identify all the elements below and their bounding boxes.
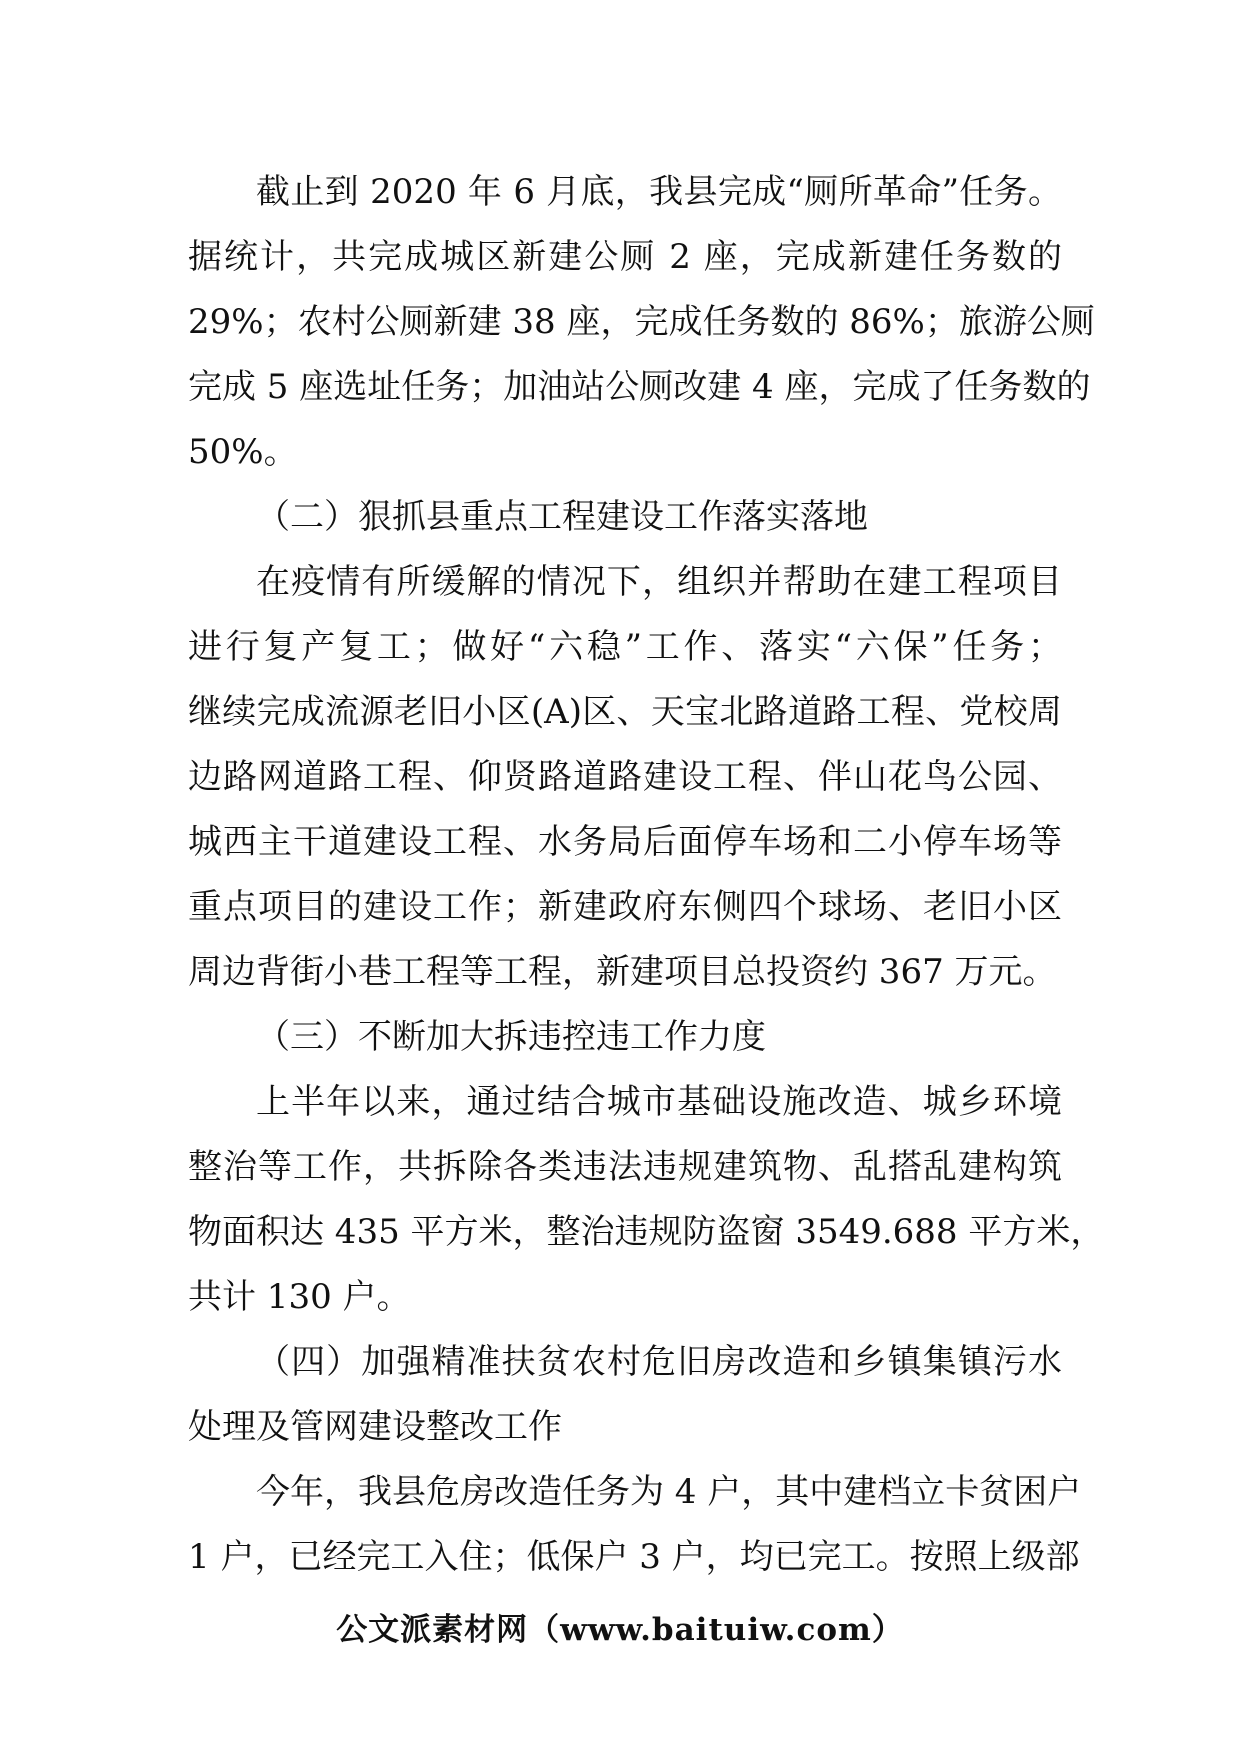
paragraph-line: 完成 5 座选址任务；加油站公厕改建 4 座，完成了任务数的 bbox=[188, 367, 1091, 407]
paragraph-line: 周边背街小巷工程等工程，新建项目总投资约 367 万元。 bbox=[188, 952, 1057, 992]
paragraph-line: 整治等工作，共拆除各类违法违规建筑物、乱搭乱建构筑 bbox=[188, 1147, 1062, 1187]
paragraph-line: 50%。 bbox=[188, 432, 298, 472]
section-heading: （四）加强精准扶贫农村危旧房改造和乡镇集镇污水 bbox=[256, 1342, 1062, 1382]
section-heading: （三）不断加大拆违控违工作力度 bbox=[256, 1017, 766, 1057]
paragraph-line: 边路网道路工程、仰贤路道路建设工程、伴山花鸟公园、 bbox=[188, 757, 1062, 797]
paragraph-line: 截止到 2020 年 6 月底，我县完成“厕所革命”任务。 bbox=[256, 172, 1062, 212]
paragraph-line: 继续完成流源老旧小区(A)区、天宝北路道路工程、党校周 bbox=[188, 692, 1062, 732]
paragraph-line: 据统计，共完成城区新建公厕 2 座，完成新建任务数的 bbox=[188, 237, 1062, 277]
paragraph-line: 共计 130 户。 bbox=[188, 1277, 411, 1317]
section-heading: （二）狠抓县重点工程建设工作落实落地 bbox=[256, 497, 868, 537]
paragraph-line: 物面积达 435 平方米，整治违规防盗窗 3549.688 平方米， bbox=[188, 1212, 1105, 1252]
paragraph-line: 29%；农村公厕新建 38 座，完成任务数的 86%；旅游公厕 bbox=[188, 302, 1095, 342]
paragraph-line: 1 户，已经完工入住；低保户 3 户，均已完工。按照上级部 bbox=[188, 1537, 1080, 1577]
section-heading: 处理及管网建设整改工作 bbox=[188, 1407, 562, 1447]
paragraph-line: 上半年以来，通过结合城市基础设施改造、城乡环境 bbox=[256, 1082, 1062, 1122]
document-body bbox=[188, 160, 1105, 1590]
paragraph-line: 进行复产复工；做好“六稳”工作、落实“六保”任务； bbox=[188, 627, 1062, 667]
paragraph-line: 重点项目的建设工作；新建政府东侧四个球场、老旧小区 bbox=[188, 887, 1062, 927]
paragraph-line: 在疫情有所缓解的情况下，组织并帮助在建工程项目 bbox=[256, 562, 1062, 602]
paragraph-line: 城西主干道建设工程、水务局后面停车场和二小停车场等 bbox=[188, 822, 1062, 862]
footer-watermark: 公文派素材网（www.baituiw.com） bbox=[336, 1612, 904, 1648]
paragraph-line: 今年，我县危房改造任务为 4 户，其中建档立卡贫困户 bbox=[256, 1472, 1082, 1512]
